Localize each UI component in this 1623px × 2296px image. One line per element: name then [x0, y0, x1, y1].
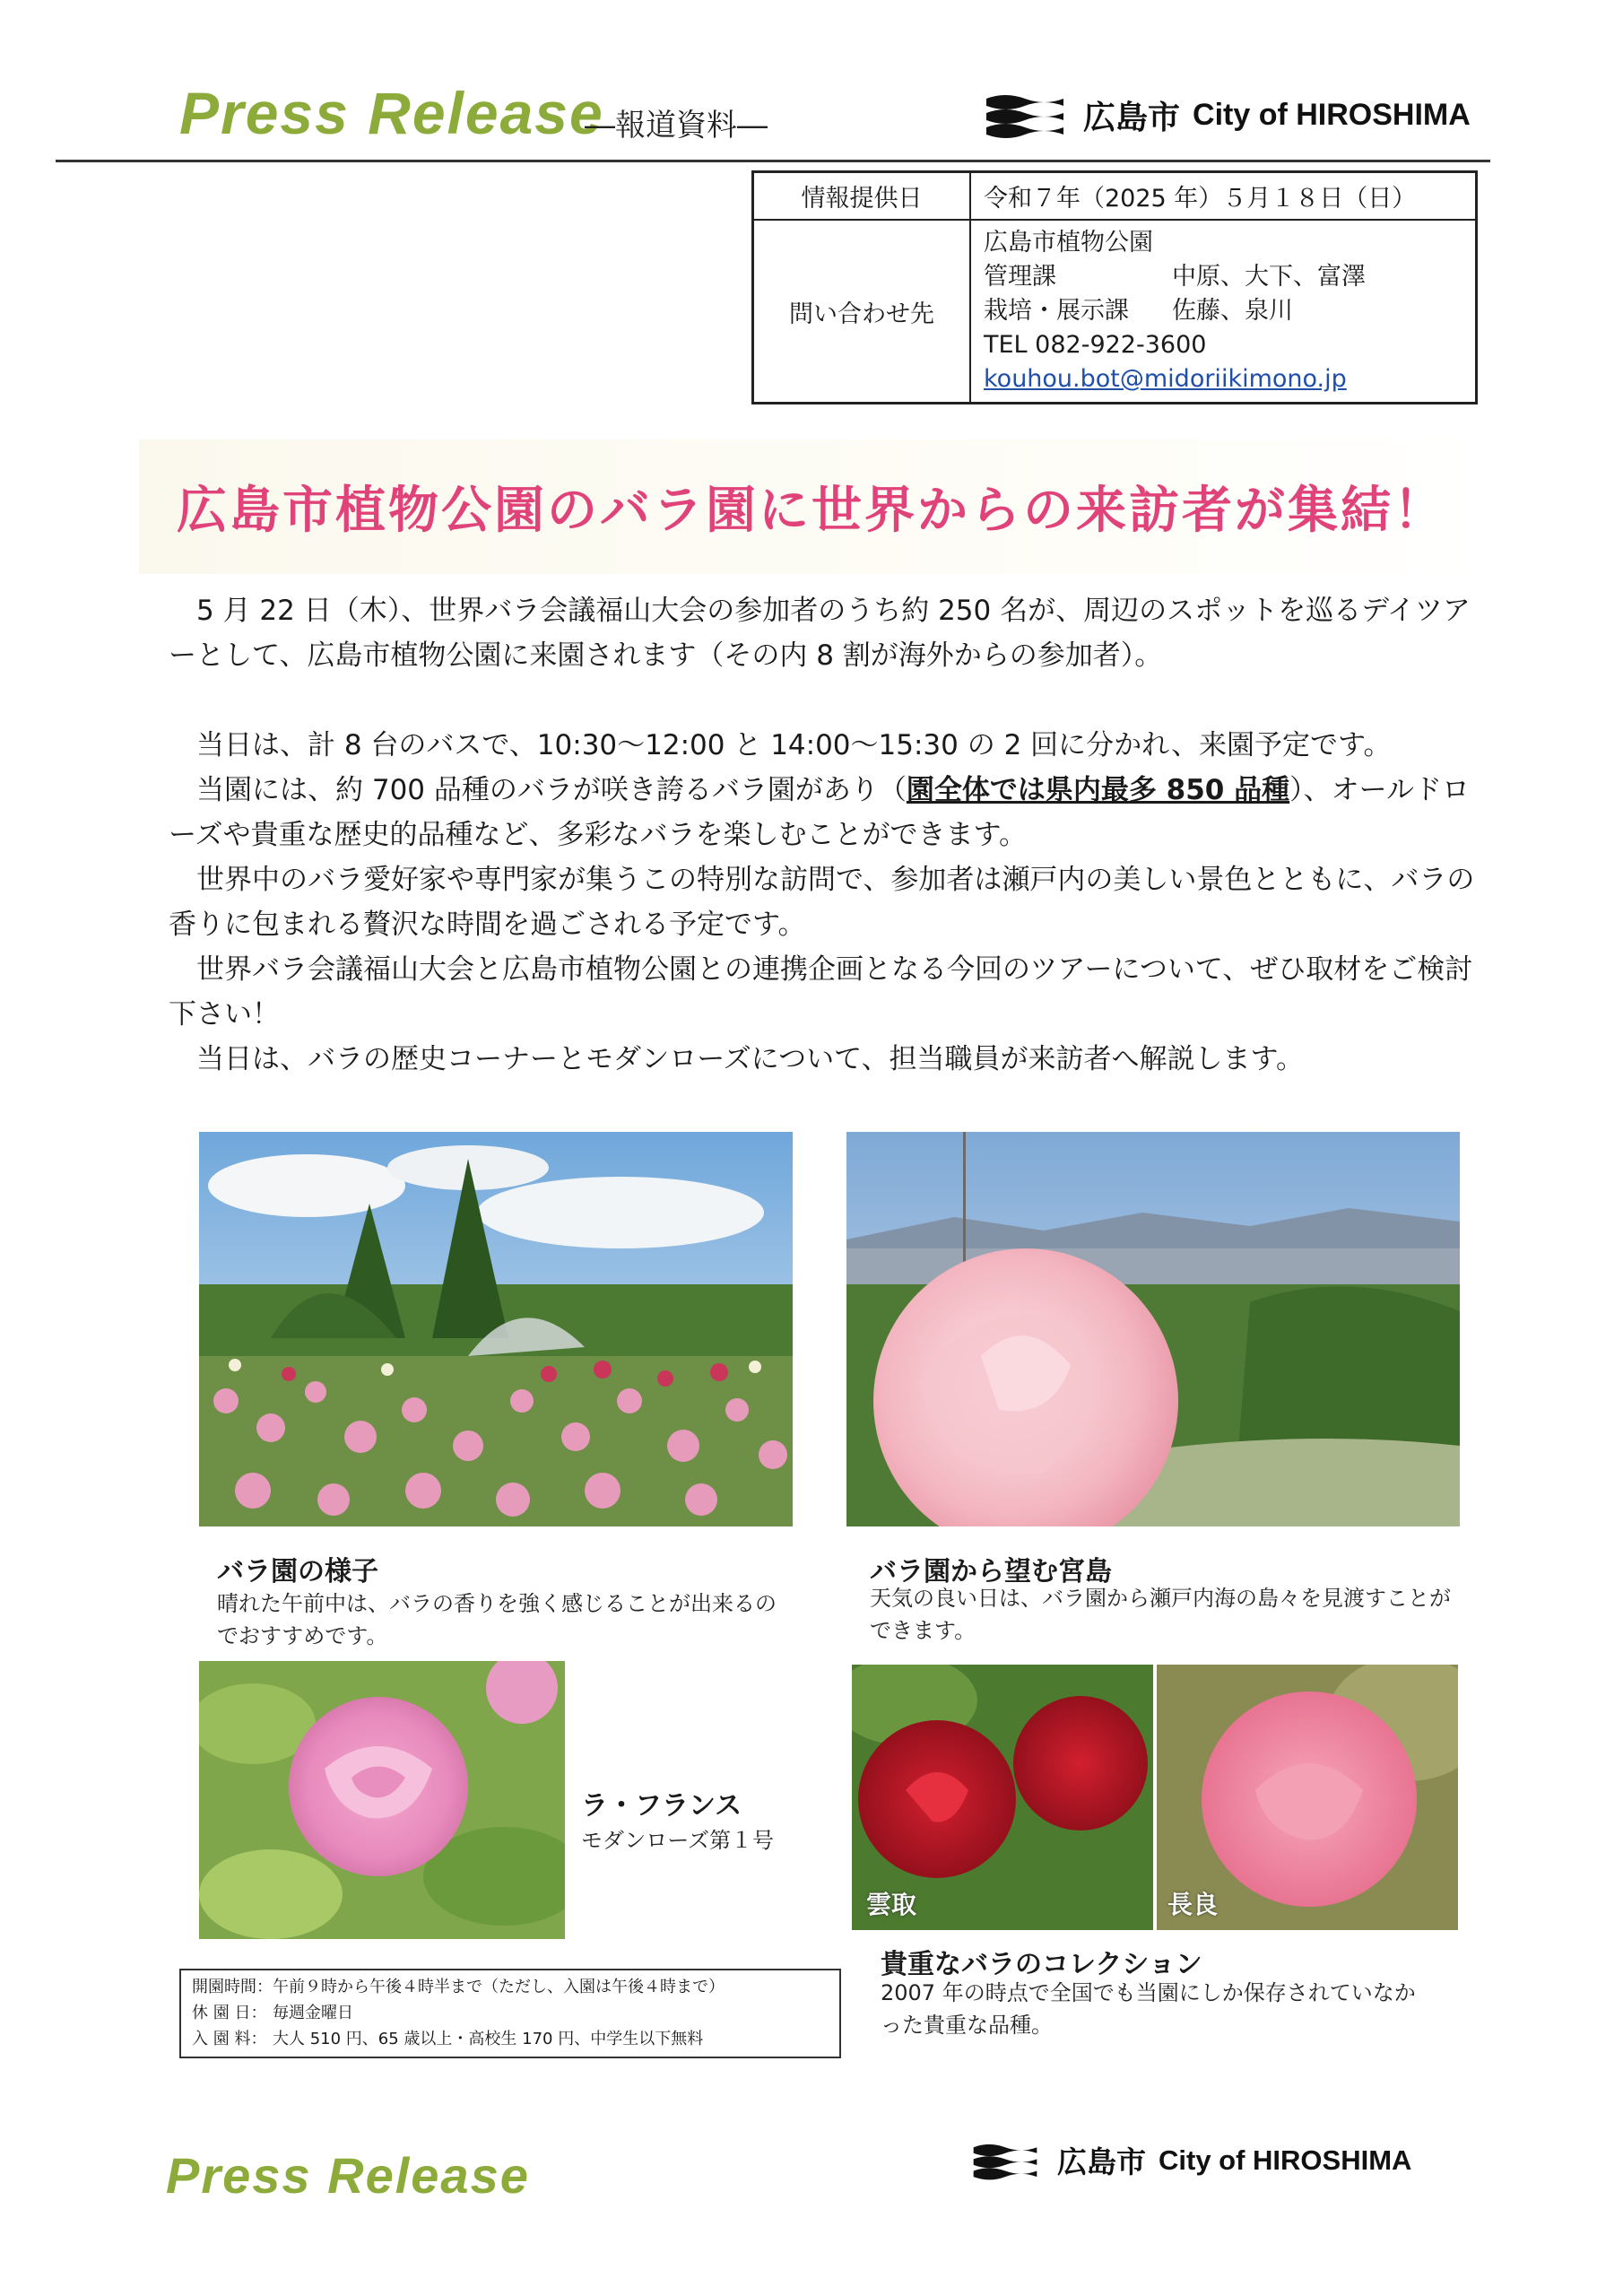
caption-title: ラ・フランス: [581, 1790, 742, 1822]
contact-email-link[interactable]: kouhou.bot@midoriikimono.jp: [984, 365, 1347, 393]
press-subtitle: ―報道資料―: [585, 108, 768, 144]
body-paragraph: 5 月 22 日（木）、世界バラ会議福山大会の参加者のうち約 250 名が、周辺のスポットを巡るデイツアーとして、広島市植物公園に来園されます（その内 8 割が海外からの参加者）。: [169, 595, 1471, 672]
rose-name-label: 雲取: [866, 1890, 917, 1919]
headline: 広島市植物公園のバラ園に世界からの来訪者が集結！: [177, 482, 1446, 540]
contact-dept: 管理課: [984, 263, 1056, 291]
city-name-en: City of HIROSHIMA: [1159, 2144, 1412, 2176]
body-paragraph: 世界中のバラ愛好家や専門家が集うこの特別な訪問で、参加者は瀬戸内の美しい景色とともに、バラの香りに包まれる贅沢な時間を過ごされる予定です。: [169, 864, 1475, 941]
body-paragraph: 当日は、バラの歴史コーナーとモダンローズについて、担当職員が来訪者へ解説します。: [196, 1043, 1305, 1075]
hours-key: 休 園 日：: [192, 2004, 267, 2022]
caption-text: 晴れた午前中は、バラの香りを強く感じることが出来るのでおすすめです。: [217, 1591, 777, 1648]
caption-title: バラ園から望む宮島: [870, 1556, 1112, 1587]
la-france-rose-photo: [199, 1661, 565, 1939]
press-release-footer: Press Release: [166, 2147, 530, 2204]
caption-text: 2007 年の時点で全国でも当園にしか保存されていなかった貴重な品種。: [881, 1980, 1416, 2038]
hours-row: [192, 2000, 829, 2026]
opening-hours-box: [179, 1969, 841, 2058]
body-paragraph: 世界バラ会議福山大会と広島市植物公園との連携企画となる今回のツアーについて、ぜひ取材をご検討下さい！: [169, 953, 1473, 1031]
contact-tel: TEL 082-922-3600: [984, 331, 1207, 359]
highlight-text: 園全体では県内最多 850 品種: [906, 774, 1290, 806]
contact-names: 中原、大下、富澤: [1172, 263, 1366, 291]
miyajima-view-photo: [846, 1132, 1460, 1526]
date-value: 令和７年（2025 年）５月１８日（日）: [970, 172, 1477, 221]
city-logo-footer: [973, 2139, 1411, 2181]
body-text: [169, 588, 1496, 1082]
body-paragraph: 当園には、約 700 品種のバラが咲き誇るバラ園があり（園全体では県内最多 850 品種）、オールドローズや貴重な歴史的品種など、多彩なバラを楽しむことができます。: [169, 774, 1471, 851]
hours-key: 開園時間：: [192, 1978, 273, 1996]
body-paragraph: 当日は、計 8 台のバスで、10:30～12:00 と 14:00～15:30 の 2 回に分かれ、来園予定です。: [196, 729, 1392, 761]
rose-name-label: 長良: [1167, 1890, 1219, 1919]
city-logo: [986, 90, 1471, 140]
press-release-title: Press Release: [179, 80, 604, 146]
hours-value: 大人 510 円、65 歳以上・高校生 170 円、中学生以下無料: [273, 2030, 704, 2048]
hours-key: 入 園 料：: [192, 2030, 267, 2048]
caption-title: バラ園の様子: [217, 1556, 378, 1587]
caption-title: 貴重なバラのコレクション: [881, 1949, 1202, 1980]
contact-row: [984, 294, 1462, 328]
contact-label: 問い合わせ先: [753, 220, 971, 404]
contact-org: 広島市植物公園: [984, 229, 1153, 257]
hiroshima-wave-icon: [973, 2140, 1037, 2181]
hours-row: [192, 1974, 829, 2000]
date-label: 情報提供日: [753, 172, 971, 221]
caption-text: モダンローズ第１号: [581, 1828, 775, 1853]
header-rule: [56, 160, 1490, 162]
contact-row: [984, 260, 1462, 294]
contact-info-table: [751, 170, 1478, 404]
hours-value: 毎週金曜日: [273, 2004, 353, 2022]
contact-details: [970, 220, 1477, 404]
contact-names: 佐藤、泉川: [1172, 297, 1293, 325]
hours-row: [192, 2026, 829, 2052]
hiroshima-wave-icon: [986, 90, 1063, 140]
caption-text: 天気の良い日は、バラ園から瀬戸内海の島々を見渡すことができます。: [870, 1586, 1451, 1643]
city-name-jp: 広島市: [1083, 99, 1181, 136]
rose-garden-photo: [199, 1132, 793, 1526]
hours-value: 午前９時から午後４時半まで（ただし、入園は午後４時まで）: [273, 1978, 725, 1996]
city-name-en: City of HIROSHIMA: [1193, 97, 1471, 132]
city-name-jp: 広島市: [1057, 2144, 1146, 2179]
contact-dept: 栽培・展示課: [984, 297, 1129, 325]
